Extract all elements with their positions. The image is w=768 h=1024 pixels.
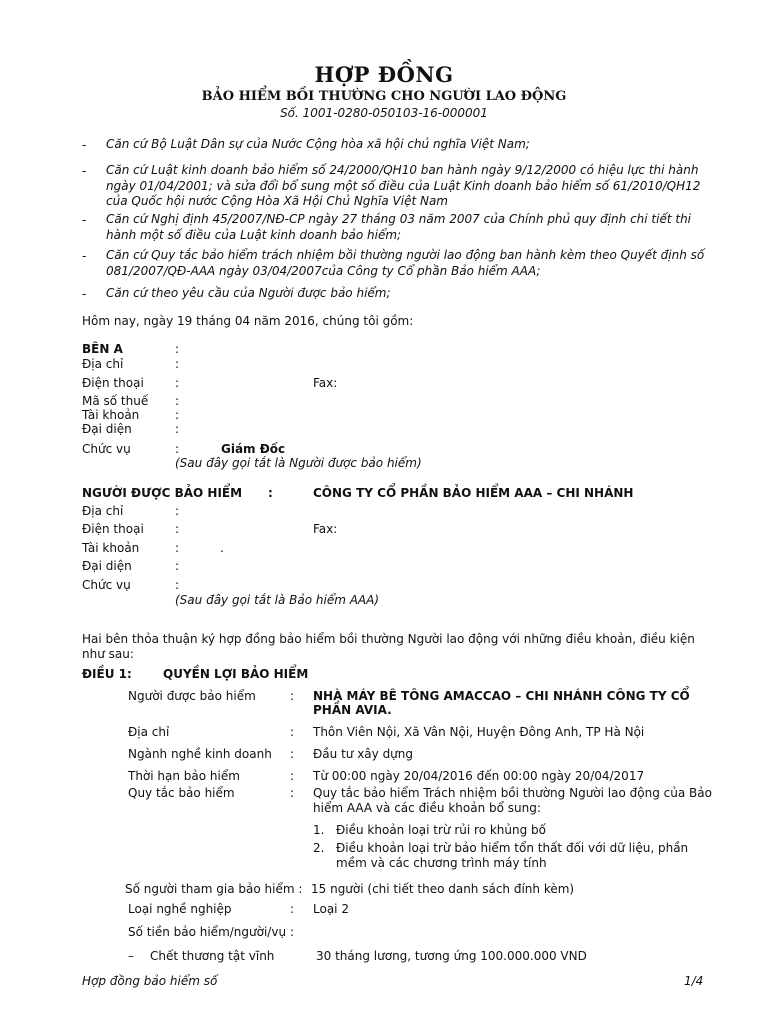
legal-basis-item: - Căn cứ Luật kinh doanh bảo hiểm số 24/2000/QH10 ban hành ngày 9/12/2000 có hiệu lực thi hành ngày 01/04/2001; và sửa đổi bổ sung một số điều của Luật Kinh doanh bảo hiểm số 61/2010/QH12 của Quốc hội nước Cộng Hòa Xã Hội Chủ Nghĩa Việt Nam bbox=[82, 163, 701, 208]
colon: : bbox=[175, 504, 180, 518]
legal-basis-item: - Căn cứ Nghị định 45/2007/NĐ-CP ngày 27 tháng 03 năm 2007 của Chính phủ quy định chi tiết thi hành một số điều của Luật kinh doanh bảo hiểm; bbox=[82, 212, 692, 242]
colon: : bbox=[175, 408, 180, 422]
party-a-account-label: Tài khoản bbox=[82, 408, 140, 422]
colon: : bbox=[175, 394, 180, 408]
period-label: Thời hạn bảo hiểm bbox=[128, 769, 240, 783]
party-b-fax-label: Fax: bbox=[313, 522, 338, 536]
colon: : bbox=[175, 442, 180, 456]
party-a-representative-label: Đại diện bbox=[82, 422, 132, 436]
legal-basis-item: - Căn cứ Quy tắc bảo hiểm trách nhiệm bồi thường người lao động ban hành kèm theo Quyết định số 081/2007/QĐ-AAA ngày 03/04/2007của Công ty Cổ phần Bảo hiểm AAA; bbox=[82, 248, 705, 278]
colon: : bbox=[175, 357, 180, 371]
colon: : bbox=[175, 376, 180, 390]
colon: : bbox=[175, 522, 180, 536]
party-b-position-label: Chức vụ bbox=[82, 578, 131, 592]
party-a-fax-label: Fax: bbox=[313, 376, 338, 390]
colon: : bbox=[290, 786, 295, 800]
participants-value: 15 người (chi tiết theo danh sách đính kèm) bbox=[311, 882, 575, 896]
intro-text: Hôm nay, ngày 19 tháng 04 năm 2016, chúng tôi gồm: bbox=[82, 314, 414, 328]
agreement-text: Hai bên thỏa thuận ký hợp đồng bảo hiểm bồi thường Người lao động với những điều khoản, điều kiện như sau: bbox=[82, 632, 695, 661]
page-number: 1/4 bbox=[684, 974, 704, 988]
article-number: ĐIỀU 1: bbox=[82, 667, 132, 681]
insured-address-value: Thôn Viên Nội, Xã Vân Nội, Huyện Đông Anh, TP Hà Nội bbox=[313, 725, 645, 739]
colon: : bbox=[175, 559, 180, 573]
contract-number: Số. 1001-0280-050103-16-000001 bbox=[280, 106, 488, 120]
party-a-tax-label: Mã số thuế bbox=[82, 394, 149, 408]
business-value: Đầu tư xây dựng bbox=[313, 747, 414, 761]
party-b-address-label: Địa chỉ bbox=[82, 504, 124, 518]
colon: : bbox=[175, 422, 180, 436]
colon: : bbox=[290, 769, 295, 783]
death-label: Chết thương tật vĩnh bbox=[150, 949, 275, 963]
party-a-address-label: Địa chỉ bbox=[82, 357, 124, 371]
colon: : bbox=[175, 342, 180, 356]
party-a-position-label: Chức vụ bbox=[82, 442, 131, 456]
insured-label: Người được bảo hiểm bbox=[128, 689, 256, 703]
party-b-representative-label: Đại diện bbox=[82, 559, 132, 573]
party-b-note: (Sau đây gọi tắt là Bảo hiểm AAA) bbox=[175, 593, 380, 607]
party-b-account-value: . bbox=[220, 541, 224, 555]
period-value: Từ 00:00 ngày 20/04/2016 đến 00:00 ngày 20/04/2017 bbox=[313, 769, 645, 783]
colon: : bbox=[290, 689, 295, 703]
party-b-phone-label: Điện thoại bbox=[82, 522, 144, 536]
document-title: HỢP ĐỒNG bbox=[314, 62, 454, 87]
party-b-name: CÔNG TY CỔ PHẦN BẢO HIỂM AAA – CHI NHÁNH bbox=[313, 486, 634, 500]
clause-text: Điều khoản loại trừ rủi ro khủng bố bbox=[336, 823, 547, 837]
party-a-phone-label: Điện thoại bbox=[82, 376, 144, 390]
colon: : bbox=[175, 578, 180, 592]
death-dash: – bbox=[128, 949, 134, 963]
colon: : bbox=[290, 725, 295, 739]
rules-value: Quy tắc bảo hiểm Trách nhiệm bồi thường Người lao động của Bảo hiểm AAA và các điều khoản bổ sung: bbox=[313, 786, 712, 815]
colon: : bbox=[290, 902, 295, 916]
insured-address-label: Địa chỉ bbox=[128, 725, 170, 739]
colon: : bbox=[290, 925, 295, 939]
insured-value: NHÀ MÁY BÊ TÔNG AMACCAO – CHI NHÁNH CÔNG TY CỔ PHẦN AVIA. bbox=[313, 689, 690, 717]
occupation-label: Loại nghề nghiệp bbox=[128, 902, 232, 916]
article-title: QUYỀN LỢI BẢO HIỂM bbox=[163, 667, 309, 681]
colon: : bbox=[175, 541, 180, 555]
clause-number: 2. bbox=[313, 841, 325, 855]
document-subtitle: BẢO HIỂM BỒI THƯỜNG CHO NGƯỜI LAO ĐỘNG bbox=[201, 89, 567, 104]
footer-left: Hợp đồng bảo hiểm số bbox=[82, 974, 218, 988]
sum-insured-label: Số tiền bảo hiểm/người/vụ bbox=[128, 925, 287, 939]
death-value: 30 tháng lương, tương ứng 100.000.000 VND bbox=[316, 949, 587, 963]
party-a-note: (Sau đây gọi tắt là Người được bảo hiểm) bbox=[175, 456, 422, 470]
business-label: Ngành nghề kinh doanh bbox=[128, 747, 272, 761]
party-a-position-value: Giám Đốc bbox=[221, 442, 286, 456]
participants-label: Số người tham gia bảo hiểm : bbox=[125, 882, 303, 896]
colon: : bbox=[268, 486, 273, 500]
party-b-heading: NGƯỜI ĐƯỢC BẢO HIỂM bbox=[82, 486, 243, 500]
occupation-value: Loại 2 bbox=[313, 902, 349, 916]
rules-label: Quy tắc bảo hiểm bbox=[128, 786, 235, 800]
party-a-heading: BÊN A bbox=[82, 342, 123, 356]
clause-text: Điều khoản loại trừ bảo hiểm tổn thất đối với dữ liệu, phần mềm và các chương trình máy tính bbox=[336, 841, 689, 870]
legal-basis-item: - Căn cứ theo yêu cầu của Người được bảo hiểm; bbox=[82, 286, 391, 301]
clause-number: 1. bbox=[313, 823, 325, 837]
colon: : bbox=[290, 747, 295, 761]
legal-basis-item: - Căn cứ Bộ Luật Dân sự của Nước Cộng hòa xã hội chủ nghĩa Việt Nam; bbox=[82, 137, 530, 152]
party-b-account-label: Tài khoản bbox=[82, 541, 140, 555]
